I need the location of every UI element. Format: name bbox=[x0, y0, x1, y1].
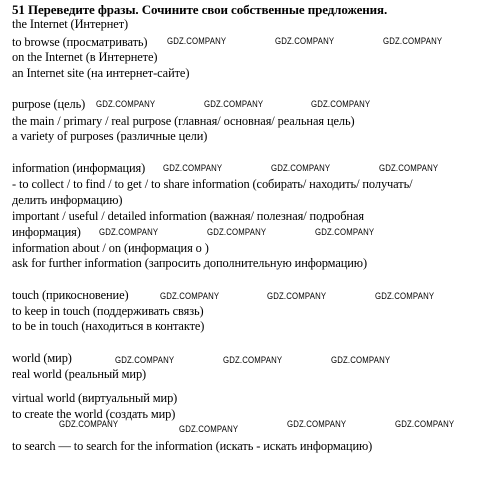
phrase-line: information (информация) bbox=[12, 161, 146, 175]
watermark: GDZ.COMPANY bbox=[223, 355, 283, 366]
watermark: GDZ.COMPANY bbox=[179, 424, 239, 435]
watermark: GDZ.COMPANY bbox=[331, 355, 391, 366]
phrase-line: virtual world (виртуальный мир) bbox=[12, 391, 178, 405]
phrase-line: to create the world (создать мир) bbox=[12, 407, 176, 421]
watermark: GDZ.COMPANY bbox=[275, 36, 335, 47]
watermark: GDZ.COMPANY bbox=[99, 227, 159, 238]
watermark: GDZ.COMPANY bbox=[315, 227, 375, 238]
phrase-line: a variety of purposes (различные цели) bbox=[12, 129, 208, 143]
watermark: GDZ.COMPANY bbox=[395, 419, 455, 430]
watermark: GDZ.COMPANY bbox=[204, 99, 264, 110]
watermark: GDZ.COMPANY bbox=[96, 99, 156, 110]
watermark: GDZ.COMPANY bbox=[163, 163, 223, 174]
phrase-line: information about / on (информация о ) bbox=[12, 241, 209, 255]
phrase-line: делить информацию) bbox=[12, 193, 123, 207]
exercise-title: 51 Переведите фразы. Сочините свои собственные предложения. bbox=[12, 2, 388, 17]
phrase-line: информация) bbox=[12, 225, 81, 239]
phrase-line: on the Internet (в Интернете) bbox=[12, 50, 158, 64]
phrase-line: ask for further information (запросить дополнительную информацию) bbox=[12, 256, 367, 270]
phrase-line: - to collect / to find / to get / to share information (собирать/ находить/ получать/ bbox=[12, 177, 413, 191]
watermark: GDZ.COMPANY bbox=[160, 291, 220, 302]
watermark: GDZ.COMPANY bbox=[207, 227, 267, 238]
phrase-line: to be in touch (находиться в контакте) bbox=[12, 319, 205, 333]
watermark: GDZ.COMPANY bbox=[59, 419, 119, 430]
phrase-line: the Internet (Интернет) bbox=[12, 17, 129, 31]
watermark: GDZ.COMPANY bbox=[383, 36, 443, 47]
phrase-line: world (мир) bbox=[12, 351, 72, 365]
phrase-line: to browse (просматривать) bbox=[12, 35, 148, 49]
phrase-line: to search — to search for the information (искать - искать информацию) bbox=[12, 439, 373, 453]
phrase-line: touch (прикосновение) bbox=[12, 288, 129, 302]
watermark: GDZ.COMPANY bbox=[311, 99, 371, 110]
phrase-line: to keep in touch (поддерживать связь) bbox=[12, 304, 204, 318]
phrase-line: an Internet site (на интернет-сайте) bbox=[12, 66, 190, 80]
watermark: GDZ.COMPANY bbox=[167, 36, 227, 47]
phrase-line: purpose (цель) bbox=[12, 97, 86, 111]
phrase-line: important / useful / detailed information (важная/ полезная/ подробная bbox=[12, 209, 364, 223]
watermark: GDZ.COMPANY bbox=[267, 291, 327, 302]
watermark: GDZ.COMPANY bbox=[115, 355, 175, 366]
watermark: GDZ.COMPANY bbox=[379, 163, 439, 174]
watermark: GDZ.COMPANY bbox=[271, 163, 331, 174]
watermark: GDZ.COMPANY bbox=[287, 419, 347, 430]
phrase-line: real world (реальный мир) bbox=[12, 367, 147, 381]
watermark: GDZ.COMPANY bbox=[375, 291, 435, 302]
phrase-line: the main / primary / real purpose (главная/ основная/ реальная цель) bbox=[12, 114, 355, 128]
